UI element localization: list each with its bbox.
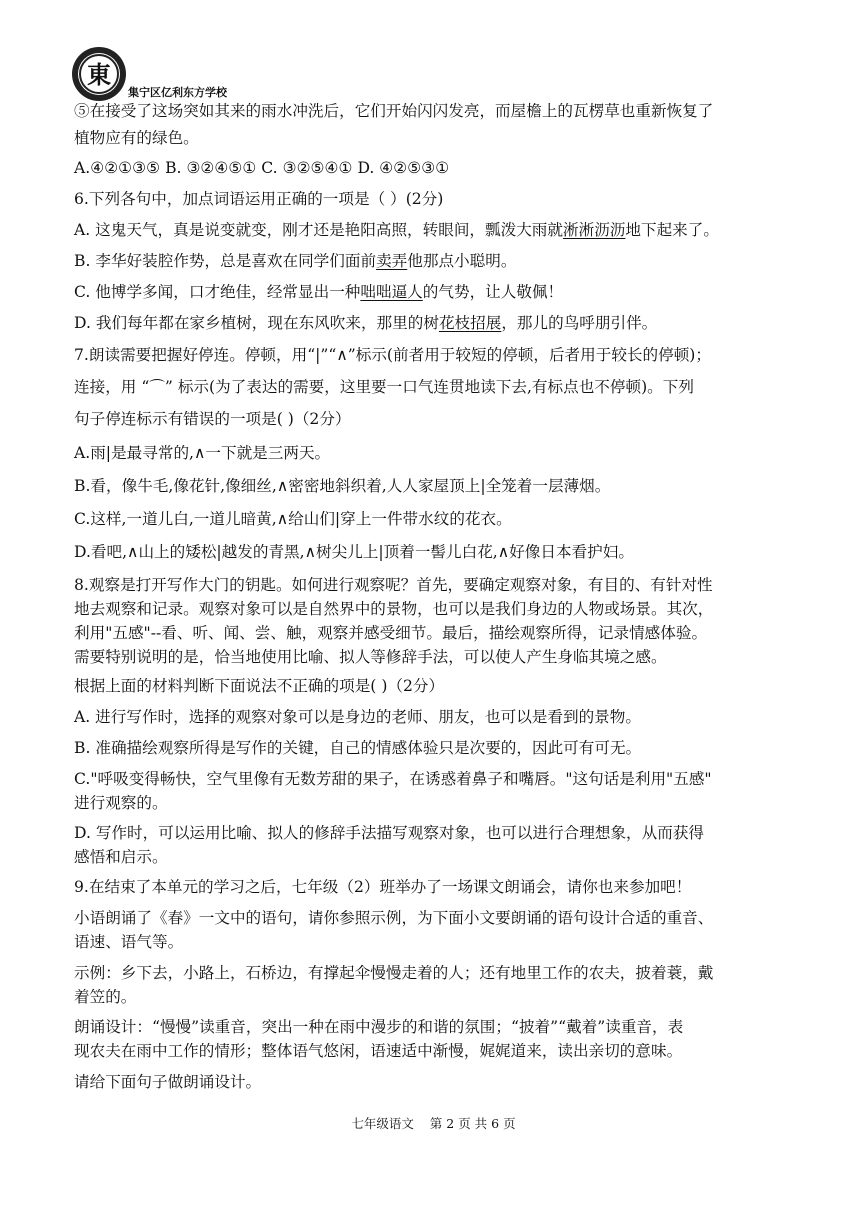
underlined-term: 卖弄 [376, 252, 408, 270]
q9-instruction-line-2: 语速、语气等。 [74, 933, 184, 951]
q9-stem: 9.在结束了本单元的学习之后，七年级（2）班举办了一场课文朗诵会，请你也来参加吧！ [74, 878, 692, 896]
q7-option-b: B.看，像牛毛,像花针,像细丝,∧密密地斜织着,人人家屋顶上|全笼着一层薄烟。 [74, 477, 611, 495]
q8-option-d-line-1: D. 写作时，可以运用比喻、拟人的修辞手法描写观察对象，也可以进行合理想象，从而获得 [74, 824, 705, 842]
q8-passage-line-3: 利用"五感"--看、听、闻、尝、触，观察并感受细节。最后，描绘观察所得，记录情感体验。 [74, 624, 708, 642]
q9-example-line-2: 着笠的。 [74, 988, 137, 1006]
q8-passage-line-1: 8.观察是打开写作大门的钥匙。如何进行观察呢？首先，要确定观察对象，有目的、有针对性 [74, 576, 713, 594]
q8-option-b: B. 准确描绘观察所得是写作的关键，自己的情感体验只是次要的，因此可有可无。 [74, 739, 642, 757]
q6-stem: 6.下列各句中，加点词语运用正确的一项是（ ）(2分) [74, 190, 444, 208]
school-name: 集宁区亿利东方学校 [128, 86, 227, 99]
q7-stem-line-3: 句子停连标示有错误的一项是( )（2分） [74, 410, 351, 428]
option-5-line-1: ⑤在接受了这场突如其来的雨水冲洗后，它们开始闪闪发亮，而屋檐上的瓦楞草也重新恢复了 [74, 102, 714, 120]
option-5-line-2: 植物应有的绿色。 [74, 129, 199, 147]
q8-option-a: A. 进行写作时，选择的观察对象可以是身边的老师、朋友，也可以是看到的景物。 [74, 708, 641, 726]
q7-stem-line-2: 连接，用 “⌒” 标示(为了表达的需要，这里要一口气连贯地读下去,有标点也不停顿)。下列 [74, 378, 694, 396]
q8-option-c-line-2: 进行观察的。 [74, 794, 168, 812]
q8-passage-line-4: 需要特别说明的是，恰当地使用比喻、拟人等修辞手法，可以使人产生身临其境之感。 [74, 648, 667, 666]
q7-option-c: C.这样,一道儿白,一道儿暗黄,∧给山们|穿上一件带水纹的花衣。 [74, 510, 512, 528]
q6-option-d: D. 我们每年都在家乡植树，现在东风吹来，那里的树花枝招展，那儿的鸟呼朋引伴。 [74, 314, 658, 332]
q9-design-line-1: 朗诵设计：“慢慢”读重音，突出一种在雨中漫步的和谐的氛围；“披着”“戴着”读重音，表 [74, 1018, 684, 1036]
underlined-term: 淅淅沥沥 [563, 221, 626, 239]
school-logo-seal [70, 45, 128, 103]
q8-passage-line-2: 地去观察和记录。观察对象可以是自然界中的景物，也可以是我们身边的人物或场景。其次， [74, 600, 714, 618]
page-footer: 七年级语文 第 2 页 共 6 页 [351, 1116, 516, 1131]
q5-answer-options: A.④②①③⑤ B. ③②④⑤① C. ③②⑤④① D. ④②⑤③① [74, 159, 450, 177]
q9-example-line-1: 示例：乡下去，小路上，石桥边，有撑起伞慢慢走着的人；还有地里工作的农夫，披着蓑，戴 [74, 964, 714, 982]
q7-option-d: D.看吧,∧山上的矮松|越发的青黑,∧树尖儿上|顶着一髻儿白花,∧好像日本看护妇。 [74, 543, 634, 561]
q6-option-a: A. 这鬼天气，真是说变就变，刚才还是艳阳高照，转眼间，瓢泼大雨就淅淅沥沥地下起来了。 [74, 221, 719, 239]
q8-option-c-line-1: C."呼吸变得畅快，空气里像有无数芳甜的果子，在诱惑着鼻子和嘴唇。"这句话是利用"五感" [74, 770, 712, 788]
q6-option-c: C. 他博学多闻，口才绝佳，经常显出一种咄咄逼人的气势，让人敬佩！ [74, 283, 564, 301]
q8-option-d-line-2: 感悟和启示。 [74, 848, 168, 866]
q9-design-line-2: 现农夫在雨中工作的情形；整体语气悠闲，语速适中渐慢，娓娓道来，读出亲切的意味。 [74, 1042, 683, 1060]
q7-stem-line-1: 7.朗读需要把握好停连。停顿，用“|”“∧”标示(前者用于较短的停顿，后者用于较长的停顿)； [74, 346, 711, 364]
q6-option-b: B. 李华好装腔作势，总是喜欢在同学们面前卖弄他那点小聪明。 [74, 252, 517, 270]
q9-instruction-line-1: 小语朗诵了《春》一文中的语句，请你参照示例，为下面小文要朗诵的语句设计合适的重音、 [74, 909, 714, 927]
q7-option-a: A.雨|是最寻常的,∧一下就是三两天。 [74, 444, 331, 462]
q8-stem: 根据上面的材料判断下面说法不正确的项是( )（2分） [74, 677, 445, 695]
underlined-term: 花枝招展 [438, 314, 502, 332]
underlined-term: 咄咄逼人 [360, 283, 423, 301]
q9-task: 请给下面句子做朗诵设计。 [74, 1073, 262, 1091]
logo-glyph: 東 [87, 60, 111, 89]
